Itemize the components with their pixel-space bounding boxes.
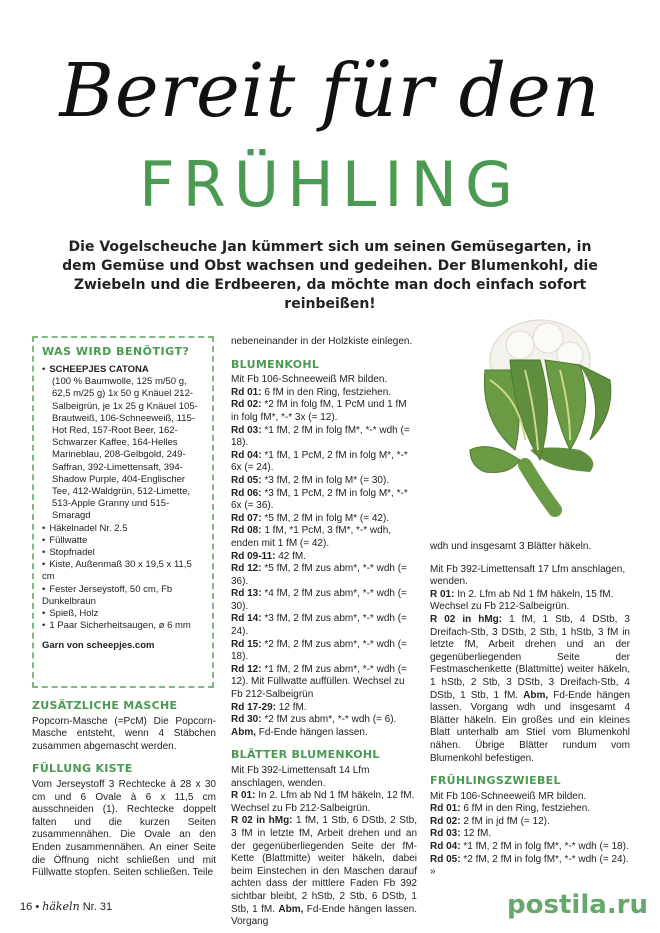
col2-top: nebeneinander in der Holzkiste einlegen. [231,336,413,347]
materials-box [32,336,214,688]
row-step: Rd 05: *2 fM, 2 fM in folg fM*, *-* wdh (= 24). » [430,853,629,878]
zwiebel-rows [430,803,630,879]
col3-top: wdh und insgesamt 3 Blätter häkeln. [430,541,592,552]
row-step: Rd 01: 6 fM in den Ring, festziehen. [430,803,591,815]
blumenkohl-rows [231,387,417,727]
page-footer: 16 • häkeln Nr. 31 [20,900,113,913]
row-step: Abm, Fd-Ende hängen lassen. [231,726,368,738]
row-step: Rd 14: *3 fM, 2 fM zus abm*, *-* wdh (= 24). [231,613,407,638]
material-item: • Kiste, Außenmaß 30 x 19,5 x 11,5 cm [42,559,204,583]
section-heading-blaetter: BLÄTTER BLUMENKOHL [231,748,380,762]
row-step: Rd 08: 1 fM, *1 PcM, 3 fM*, *-* wdh, enden mit 1 fM (= 42). [231,525,392,549]
row-step: R 02 in hMg: 1 fM, 1 Stb, 6 DStb, 2 Stb, 3 fM in letzte fM, Arbeit drehen und an der gegenüberliegenden Seite der fM-Kette (Blattmitte) weiter häkeln, dabei beim Einstechen in den Maschen darauf achten dass der mittlere Faden Fb 392 sichtbar bleibt, 2 hStb, 2 Stb, 6 DStb, 1 Stb, 1 fM. Abm, Fd-Ende hängen lassen. Vorgang [231,815,418,928]
column-2 [231,336,417,929]
section-heading-blumenkohl: BLUMENKOHL [231,357,320,371]
masche-text: Popcorn-Masche (=PcM) Die Popcorn-Masche entsteht, wenn 4 Stäbchen zusammen abgemascht werden. [32,715,216,752]
col3-intro: Mit Fb 392-Limettensaft 17 Lfm anschlagen, wenden. [430,563,626,588]
page-title: FRÜHLING [139,148,521,221]
crochet-cauliflower-image [430,300,660,520]
material-item: • Füllwatte [42,535,204,547]
section-heading-zwiebel: FRÜHLINGSZWIEBEL [430,774,561,788]
row-step: R 02 in hMg: 1 fM, 1 Stb, 4 DStb, 3 Dreifach-Stb, 3 DStb, 2 Stb, 1 hStb, 3 fM in letzte fM, Arbeit drehen und an der gegenüberliegenden Seite der Festmaschenkette (Blattmitte) weiter häkeln, 1 hStb, 2 Stb, 3 DStb, 3 Dreifach-Stb, 4 DStb, 1 Stb, 1 fM. Abm, Fd-Ende hängen lassen. Vorgang wdh und insgesamt 4 Blätter häkeln. Ein großes und ein kleines Blatt unterhalb am Stiel vom Blumenkohl nähen. Übrige Blätter rundum vom Blumenkohl befestigen. [430,613,631,764]
row-step: Rd 02: *2 fM in folg fM, 1 PcM und 1 fM in folg fM*, *-* 3x (= 12). [231,399,407,423]
materials-list [42,364,204,632]
row-step: Rd 12: *1 fM, 2 fM zus abm*, *-* wdh (= 12). Mit Füllwatte auffüllen. Wechsel zu Fb 212-Salbeigrün [231,663,407,701]
row-step: Rd 05: *3 fM, 2 fM in folg M* (= 30). [231,474,390,486]
kiste-text: Vom Jerseystoff 3 Rechtecke à 28 x 30 cm und 6 Ovale à 6 x 11,5 cm ausschneiden (1). Rechtecke doppelt falten und die kurzen Seiten zusammennähen. Die Ovale an den Enden zusammennähen. An einer Seite die Öffnung nicht schließen und mit Füllwatte stopfen. Seiten schließen. Teile [32,778,216,879]
row-step: Rd 06: *3 fM, 1 PcM, 2 fM in folg M*, *-* 6x (= 36). [231,487,408,512]
row-step: Rd 07: *5 fM, 2 fM in folg M* (= 42). [231,512,390,524]
row-step: Rd 09-11: 42 fM. [231,550,307,562]
intro-text: Die Vogelscheuche Jan kümmert sich um seinen Gemüsegarten, in dem Gemüse und Obst wachsen und gedeihen. Der Blumenkohl, die Zwiebeln und die Erdbeeren, da möchte man doch einfach sofort reinbeißen! [62,239,598,312]
material-item: • Häkelnadel Nr. 2.5 [42,523,204,535]
column-1 [32,700,216,880]
section-heading-kiste: FÜLLUNG KISTE [32,762,133,776]
row-step: Rd 13: *4 fM, 2 fM zus abm*, *-* wdh (= 30). [231,588,407,612]
material-item: • Spieß, Holz [42,608,204,620]
yarn-link[interactable]: Garn von scheepjes.com [42,640,155,652]
material-item: • SCHEEPJES CATONA [42,364,204,376]
material-item: (100 % Baumwolle, 125 m/50 g, 62,5 m/25 g) 1x 50 g Knäuel 212-Salbeigrün, je 1x 25 g Knäuel 105-Brautweiß, 106-Schneeweiß, 115-Hot Red, 157-Root Beer, 162-Schwarzer Kaffee, 164-Helles Marineblau, 208-Gelbgold, 249-Saffran, 392-Limettensaft, 394-Shadow Purple, 404-Englischer Tee, 412-Waldgrün, 512-Limette, 513-Apple Granny und 515-Smaragd [52,376,198,522]
row-step: R 01: In 2. Lfm ab Nd 1 fM häkeln, 15 fM. Wechsel zu Fb 212-Salbeigrün. [430,588,614,613]
materials-heading: WAS WIRD BENÖTIGT? [42,345,190,358]
zwiebel-intro: Mit Fb 106-Schneeweiß MR bilden. [430,790,587,802]
row-step: Rd 03: *1 fM, 2 fM in folg fM*, *-* wdh (= 18). [231,424,410,449]
row-step: Rd 03: 12 fM. [430,828,492,840]
page-number: 16 [20,901,33,913]
material-item: • 1 Paar Sicherheitsaugen, ø 6 mm [42,620,204,632]
column-3 [430,541,630,879]
row-step: Rd 04: *1 fM, 1 PcM, 2 fM in folg M*, *-* 6x (= 24). [231,449,408,474]
row-step: Rd 04: *1 fM, 2 fM in folg fM*, *-* wdh (= 18). [430,841,629,853]
blumenkohl-intro: Mit Fb 106-Schneeweiß MR bilden. [231,374,388,386]
row-step: R 01: In 2. Lfm ab Nd 1 fM häkeln, 12 fM. Wechsel zu Fb 212-Salbeigrün. [231,790,415,814]
row-step: Rd 01: 6 fM in den Ring, festziehen. [231,386,392,398]
row-step: Rd 12: *5 fM, 2 fM zus abm*, *-* wdh (= 36). [231,563,407,587]
issue-number: Nr. 31 [82,901,113,913]
title-script: Bereit für den [59,48,601,134]
row-step: Rd 02: 2 fM in jd fM (= 12). [430,815,550,827]
material-item: • Fester Jerseystoff, 50 cm, Fb Dunkelbraun [42,584,204,608]
magazine-name: häkeln [42,900,80,913]
blaetter-intro: Mit Fb 392-Limettensaft 14 Lfm anschlagen, wenden. [231,765,370,789]
row-step: Rd 17-29: 12 fM. [231,701,307,713]
row-step: Rd 30: *2 fM zus abm*, *-* wdh (= 6). [231,714,397,726]
section-heading-masche: ZUSÄTZLICHE MASCHE [32,699,178,712]
material-item: • Stopfnadel [42,547,204,559]
watermark: postila.ru [507,890,648,920]
row-step: Rd 15: *2 fM, 2 fM zus abm*, *-* wdh (= 18). [231,638,407,663]
